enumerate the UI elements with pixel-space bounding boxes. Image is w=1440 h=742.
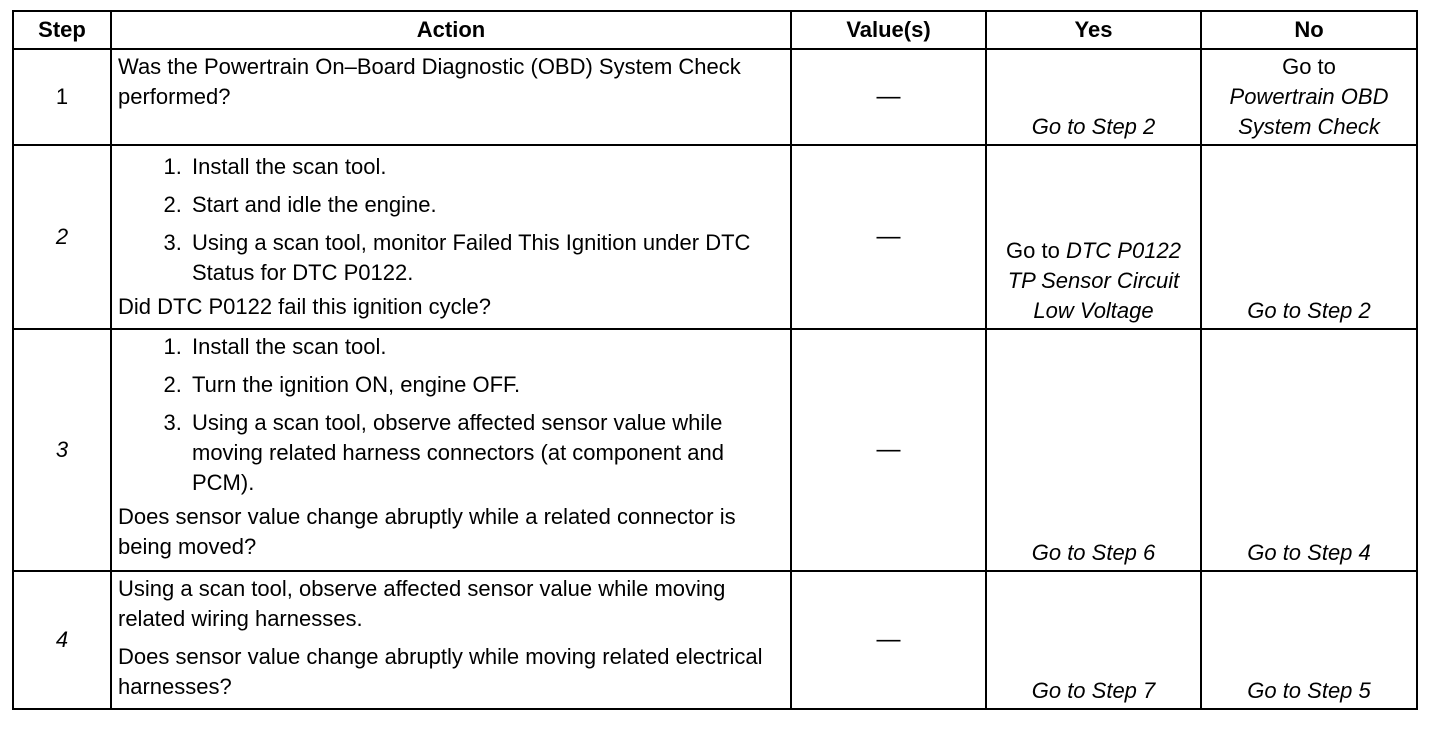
header-yes: Yes — [986, 11, 1201, 49]
header-action: Action — [111, 11, 791, 49]
no-prefix: Go to — [1282, 54, 1336, 79]
step-number: 4 — [13, 571, 111, 709]
value-cell: — — [791, 329, 986, 571]
action-steps-list — [118, 332, 784, 498]
table-row-step-4 — [13, 571, 1417, 709]
action-cell — [111, 329, 791, 571]
action-step: 2. Start and idle the engine. — [188, 190, 784, 220]
table-row-step-3 — [13, 329, 1417, 571]
action-cell — [111, 571, 791, 709]
action-step: 3. Using a scan tool, monitor Failed This Ignition under DTC Status for DTC P0122. — [188, 228, 784, 288]
yes-link-go-to-step-7[interactable]: Go to Step 7 — [986, 571, 1201, 709]
action-question: Does sensor value change abruptly while a related connector is being moved? — [118, 504, 736, 559]
header-no: No — [1201, 11, 1417, 49]
yes-link-go-to-step-6[interactable]: Go to Step 6 — [986, 329, 1201, 571]
action-text: Using a scan tool, observe affected sensor value while moving related wiring harnesses. — [118, 576, 726, 631]
action-cell — [111, 49, 791, 145]
action-step: 1. Install the scan tool. — [188, 152, 784, 182]
action-step: 2. Turn the ignition ON, engine OFF. — [188, 370, 784, 400]
yes-link-go-to-step-2[interactable]: Go to Step 2 — [986, 49, 1201, 145]
no-link-powertrain-obd-system-check[interactable]: Powertrain OBD System Check — [1229, 84, 1389, 139]
step-number: 1 — [13, 49, 111, 145]
no-link-go-to-step-5[interactable]: Go to Step 5 — [1201, 571, 1417, 709]
step-number: 2 — [13, 145, 111, 329]
action-cell — [111, 145, 791, 329]
table-row-step-1 — [13, 49, 1417, 145]
diagnostic-table-container — [12, 10, 1416, 718]
action-question: Was the Powertrain On–Board Diagnostic (OBD) System Check performed? — [118, 54, 741, 109]
action-steps-list — [118, 152, 784, 288]
value-cell: — — [791, 571, 986, 709]
yes-link-dtc-p0122[interactable]: DTC P0122 TP Sensor Circuit Low Voltage — [1007, 238, 1181, 323]
action-step: 3. Using a scan tool, observe affected sensor value while moving related harness connectors (at component and PCM). — [188, 408, 784, 498]
yes-cell — [986, 145, 1201, 329]
no-cell — [1201, 49, 1417, 145]
action-question: Does sensor value change abruptly while moving related electrical harnesses? — [118, 644, 763, 699]
diagnostic-table — [12, 10, 1418, 710]
header-step: Step — [13, 11, 111, 49]
action-question: Did DTC P0122 fail this ignition cycle? — [118, 294, 491, 319]
no-link-go-to-step-2[interactable]: Go to Step 2 — [1201, 145, 1417, 329]
no-link-go-to-step-4[interactable]: Go to Step 4 — [1201, 329, 1417, 571]
header-values: Value(s) — [791, 11, 986, 49]
table-row-step-2 — [13, 145, 1417, 329]
value-cell: — — [791, 145, 986, 329]
step-number: 3 — [13, 329, 111, 571]
action-step: 1. Install the scan tool. — [188, 332, 784, 362]
yes-prefix: Go to — [1006, 238, 1060, 263]
value-cell: — — [791, 49, 986, 145]
header-row — [13, 11, 1417, 49]
